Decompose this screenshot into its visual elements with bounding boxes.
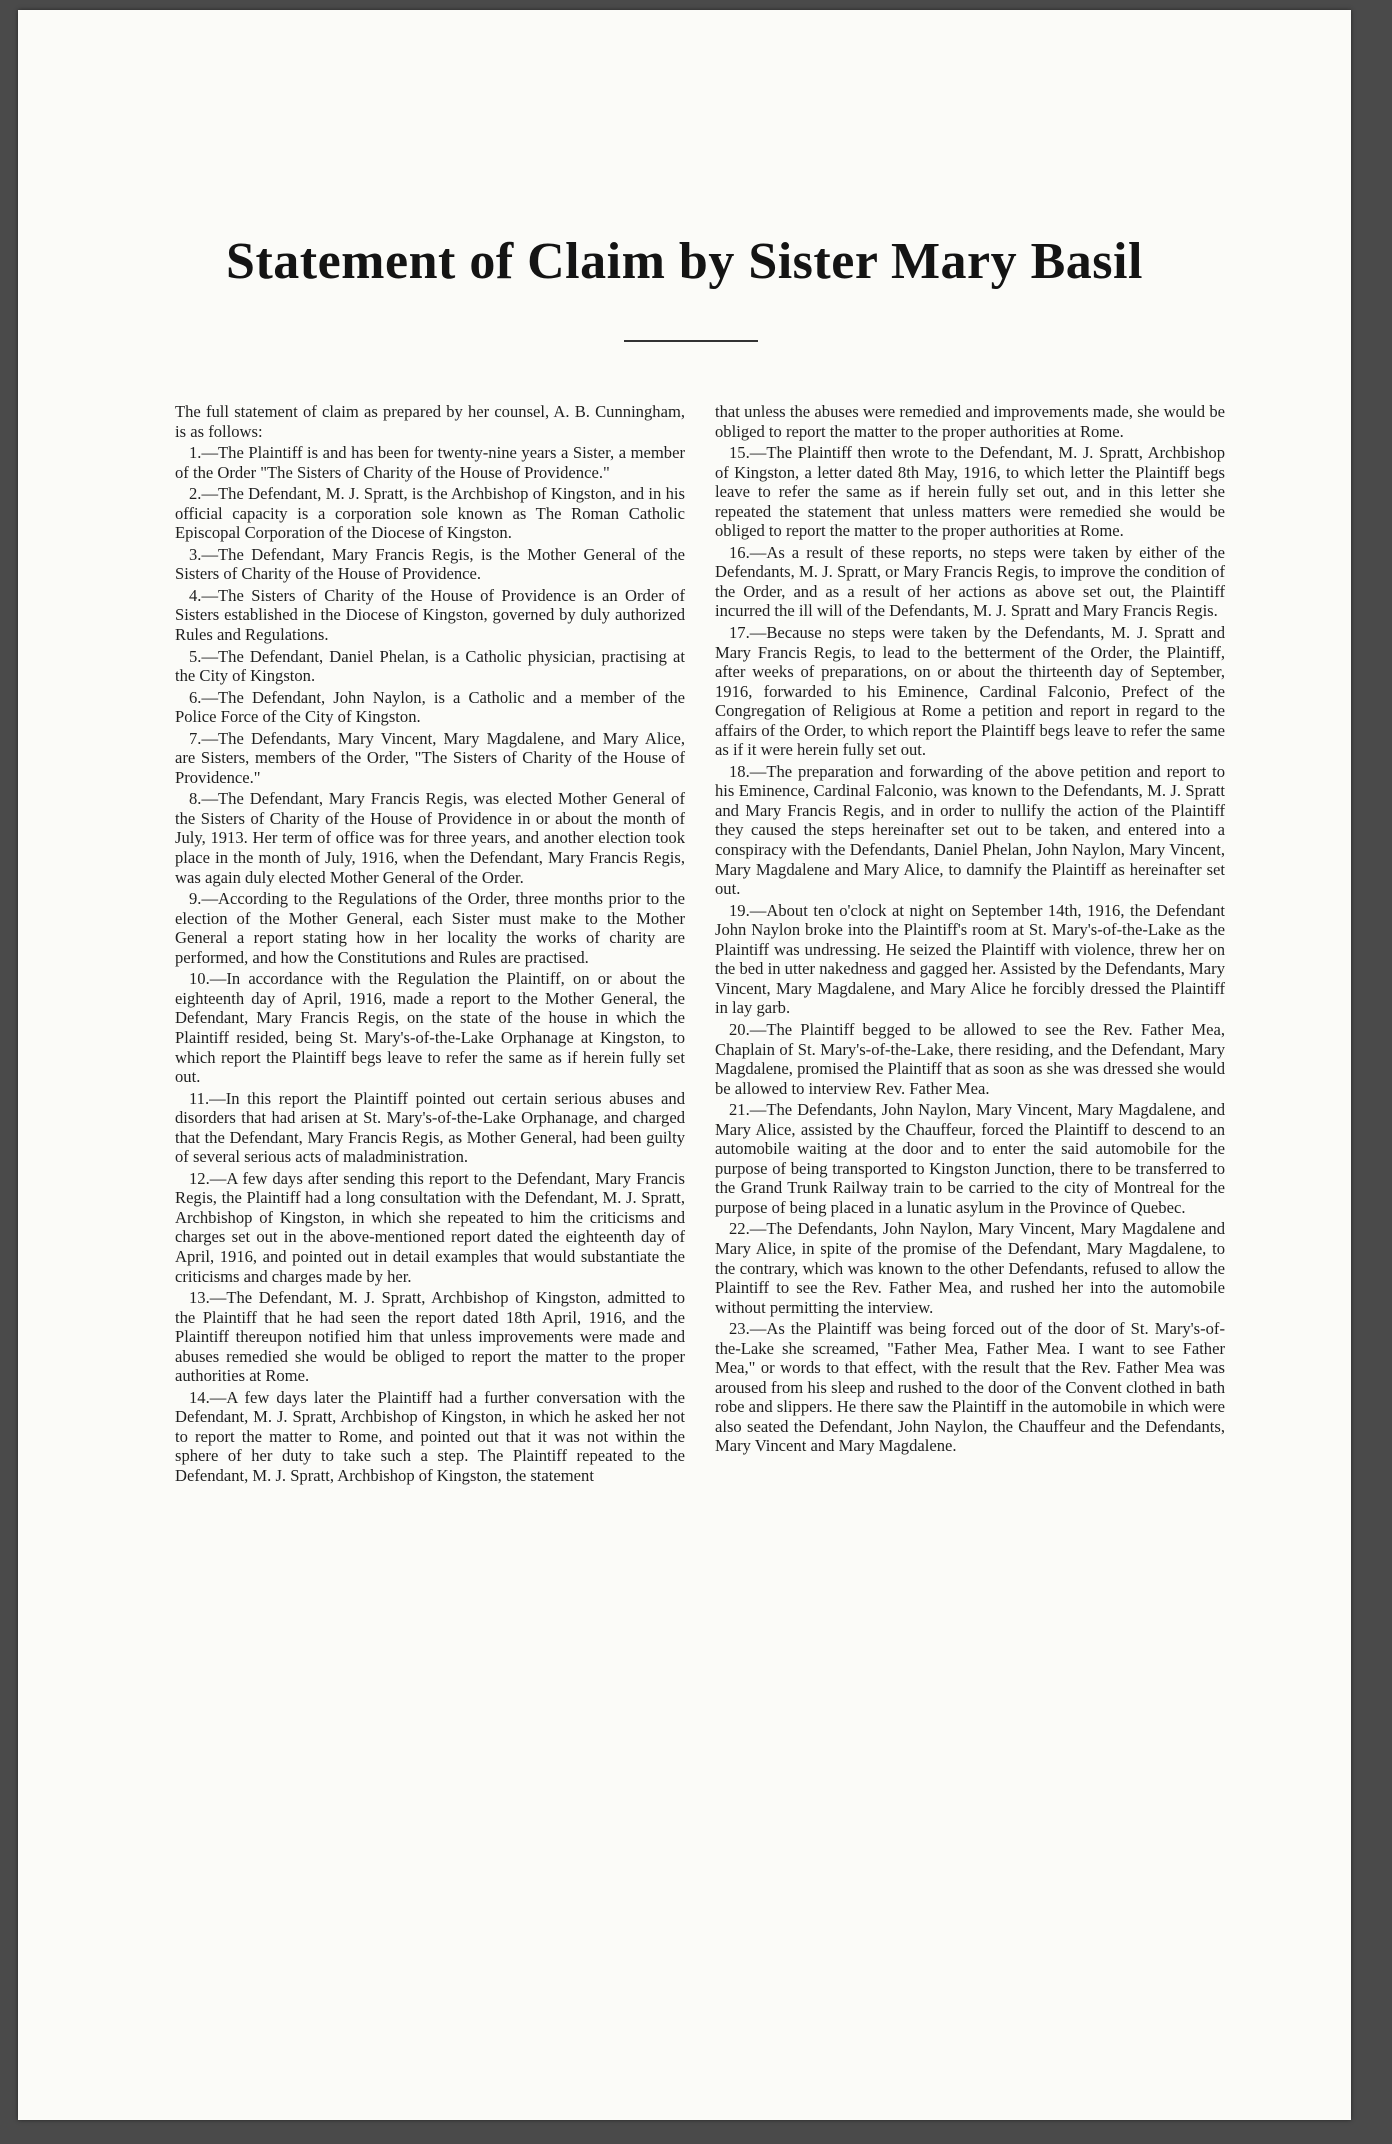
paragraph-7: 7.—The Defendants, Mary Vincent, Mary Magdalene, and Mary Alice, are Sisters, members of the Order, "The Sisters of Charity of the House of Providence." bbox=[175, 728, 685, 787]
paragraph-22: 22.—The Defendants, John Naylon, Mary Vincent, Mary Magdalene and Mary Alice, in spite of the promise of the Defendant, Mary Magdalene, to the contrary, which was known to the other Defendants, refused to allow the Plaintiff to see the Rev. Father Mea, and rushed her into the automobile without permitting the interview. bbox=[715, 1219, 1225, 1317]
left-column bbox=[175, 402, 685, 1488]
paragraph-6: 6.—The Defendant, John Naylon, is a Catholic and a member of the Police Force of the City of Kingston. bbox=[175, 687, 685, 727]
paragraph-8: 8.—The Defendant, Mary Francis Regis, was elected Mother General of the Sisters of Charity of the House of Providence in or about the month of July, 1913. Her term of office was for three years, and another election took place in the month of July, 1916, when the Defendant, Mary Francis Regis, was again duly elected Mother General of the Order. bbox=[175, 789, 685, 887]
paragraph-3: 3.—The Defendant, Mary Francis Regis, is the Mother General of the Sisters of Charity of the House of Providence. bbox=[175, 544, 685, 584]
paragraph-2: 2.—The Defendant, M. J. Spratt, is the Archbishop of Kingston, and in his official capacity is a corporation sole known as The Roman Catholic Episcopal Corporation of the Diocese of Kingston. bbox=[175, 484, 685, 543]
paragraph-1: 1.—The Plaintiff is and has been for twenty-nine years a Sister, a member of the Order "The Sisters of Charity of the House of Providence." bbox=[175, 443, 685, 482]
document-title: Statement of Claim by Sister Mary Basil bbox=[226, 233, 1143, 290]
paragraph-5: 5.—The Defendant, Daniel Phelan, is a Catholic physician, practising at the City of Kingston. bbox=[175, 646, 685, 686]
right-column bbox=[715, 402, 1225, 1458]
paragraph-14-continued: that unless the abuses were remedied and improvements made, she would be obliged to report the matter to the proper authorities at Rome. bbox=[715, 402, 1225, 441]
paragraph-4: 4.—The Sisters of Charity of the House of Providence is an Order of Sisters established in the Diocese of Kingston, governed by duly authorized Rules and Regulations. bbox=[175, 585, 685, 645]
paragraph-14: 14.—A few days later the Plaintiff had a further conversation with the Defendant, M. J. Spratt, Archbishop of Kingston, in which he asked her not to report the matter to Rome, and pointed out that it was not within the sphere of her duty to take such a step. The Plaintiff repeated to the Defendant, M. J. Spratt, Archbishop of Kingston, the statement bbox=[175, 1387, 685, 1485]
paragraph-17: 17.—Because no steps were taken by the Defendants, M. J. Spratt and Mary Francis Regis, to lead to the betterment of the Order, the Plaintiff, after weeks of preparations, on or about the thirteenth day of September, 1916, forwarded to his Eminence, Cardinal Falconio, Prefect of the Congregation of Religious at Rome a petition and report in regard to the affairs of the Order, to which report the Plaintiff begs leave to refer the same as if it were herein fully set out. bbox=[715, 623, 1225, 760]
paragraph-18: 18.—The preparation and forwarding of the above petition and report to his Eminence, Cardinal Falconio, was known to the Defendants, M. J. Spratt and Mary Francis Regis, and in order to nullify the action of the Plaintiff they caused the steps hereinafter set out to be taken, and entered into a conspiracy with the Defendants, Daniel Phelan, John Naylon, Mary Vincent, Mary Magdalene and Mary Alice, to damnify the Plaintiff as hereinafter set out. bbox=[715, 761, 1225, 899]
paragraph-13: 13.—The Defendant, M. J. Spratt, Archbishop of Kingston, admitted to the Plaintiff that he had seen the report dated 18th April, 1916, and the Plaintiff thereupon notified him that unless improvements were made and abuses remedied she would be obliged to report the matter to the proper authorities at Rome. bbox=[175, 1288, 685, 1386]
paragraph-10: 10.—In accordance with the Regulation the Plaintiff, on or about the eighteenth day of April, 1916, made a report to the Mother General, the Defendant, Mary Francis Regis, on the state of the house in which the Plaintiff resided, being St. Mary's-of-the-Lake Orphanage at Kingston, to which report the Plaintiff begs leave to refer the same as if herein fully set out. bbox=[175, 969, 685, 1087]
paragraph-21: 21.—The Defendants, John Naylon, Mary Vincent, Mary Magdalene, and Mary Alice, assisted by the Chauffeur, forced the Plaintiff to descend to an automobile waiting at the door and to enter the said automobile for the purpose of being transported to Kingston Junction, there to be transferred to the Grand Trunk Railway train to be carried to the city of Montreal for the purpose of being placed in a lunatic asylum in the Province of Quebec. bbox=[715, 1100, 1225, 1217]
document-page bbox=[18, 10, 1351, 2120]
paragraph-9: 9.—According to the Regulations of the Order, three months prior to the election of the Mother General, each Sister must make to the Mother General a report stating how in her locality the works of charity are performed, and how the Constitutions and Rules are practised. bbox=[175, 889, 685, 967]
paragraph-11: 11.—In this report the Plaintiff pointed out certain serious abuses and disorders that had arisen at St. Mary's-of-the-Lake Orphanage, and charged that the Defendant, Mary Francis Regis, as Mother General, had been guilty of several serious acts of maladministration. bbox=[175, 1088, 685, 1167]
paragraph-20: 20.—The Plaintiff begged to be allowed to see the Rev. Father Mea, Chaplain of St. Mary's-of-the-Lake, there residing, and the Defendant, Mary Magdalene, promised the Plaintiff that as soon as she was dressed she would be allowed to interview Rev. Father Mea. bbox=[715, 1019, 1225, 1098]
paragraph-23: 23.—As the Plaintiff was being forced out of the door of St. Mary's-of-the-Lake she screamed, "Father Mea, Father Mea. I want to see Father Mea," or words to that effect, with the result that the Rev. Father Mea was aroused from his sleep and rushed to the door of the Convent clothed in bath robe and slippers. He there saw the Plaintiff in the automobile in which were also seated the Defendant, John Naylon, the Chauffeur and the Defendants, Mary Vincent and Mary Magdalene. bbox=[715, 1319, 1225, 1456]
paragraph-12: 12.—A few days after sending this report to the Defendant, Mary Francis Regis, the Plaintiff had a long consultation with the Defendant, M. J. Spratt, Archbishop of Kingston, in which she repeated to him the criticisms and charges set out in the above-mentioned report dated the eighteenth day of April, 1916, and pointed out in detail examples that would substantiate the criticisms and charges made by her. bbox=[175, 1168, 685, 1286]
paragraph-15: 15.—The Plaintiff then wrote to the Defendant, M. J. Spratt, Archbishop of Kingston, a letter dated 8th May, 1916, to which letter the Plaintiff begs leave to refer the same as if herein fully set out, and in this letter she repeated the statement that unless matters were remedied she would be obliged to report the matter to the proper authorities at Rome. bbox=[715, 443, 1225, 541]
paragraph-16: 16.—As a result of these reports, no steps were taken by either of the Defendants, M. J. Spratt, or Mary Francis Regis, to improve the condition of the Order, and as a result of her actions as above set out, the Plaintiff incurred the ill will of the Defendants, M. J. Spratt and Mary Francis Regis. bbox=[715, 542, 1225, 621]
title-divider bbox=[624, 340, 758, 342]
intro-paragraph: The full statement of claim as prepared by her counsel, A. B. Cunningham, is as follows: bbox=[175, 402, 685, 441]
paragraph-19: 19.—About ten o'clock at night on September 14th, 1916, the Defendant John Naylon broke into the Plaintiff's room at St. Mary's-of-the-Lake as the Plaintiff was undressing. He seized the Plaintiff with violence, threw her on the bed in utter nakedness and gagged her. Assisted by the Defendants, Mary Vincent, Mary Magdalene, and Mary Alice he forcibly dressed the Plaintiff in lay garb. bbox=[715, 900, 1225, 1018]
